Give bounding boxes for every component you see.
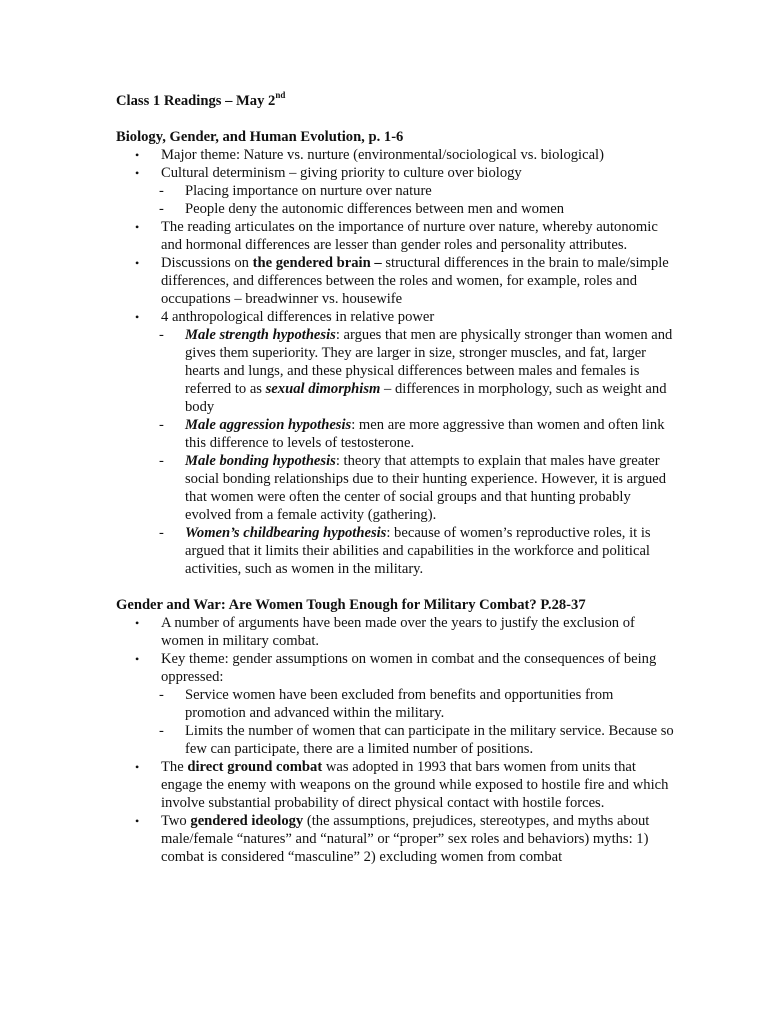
sub-list	[161, 686, 676, 758]
sub-list-item	[116, 200, 676, 218]
list-item	[116, 812, 676, 866]
dash-icon: -	[159, 687, 164, 703]
sub-list-item	[116, 326, 676, 416]
list-item-text-pre: Two	[161, 813, 191, 829]
sub-list-item	[116, 452, 676, 524]
list-item	[116, 650, 676, 758]
bold-term-gendered-ideology: gendered ideology	[190, 813, 304, 829]
sub-item-text: – differences in morphology, such as weight and body	[185, 381, 667, 415]
list-item	[116, 254, 676, 308]
bullet-list-gender-war	[116, 614, 676, 866]
term-womens-childbearing: Women’s childbearing hypothesis	[185, 525, 387, 541]
list-item-text: Cultural determinism – giving priority to culture over biology	[161, 165, 522, 181]
section-heading-gender-war: Gender and War: Are Women Tough Enough for Military Combat? P.28-37	[116, 597, 586, 613]
dash-icon: -	[159, 453, 164, 469]
document-body	[116, 92, 676, 866]
term-sexual-dimorphism: sexual dimorphism	[265, 381, 381, 397]
list-item-text: Key theme: gender assumptions on women in combat and the consequences of being oppressed:	[161, 651, 657, 685]
sub-item-text: : argues that men are physically stronger than women and gives them superiority. They are larger in size, stronger muscles, and fat, larger hearts and lungs, and these physical differences between males and females is referred to as	[185, 327, 673, 397]
sub-list	[161, 182, 676, 218]
bullet-icon: •	[135, 220, 140, 234]
sub-item-text: Service women have been excluded from benefits and opportunities from promotion and advanced within the military.	[185, 687, 614, 721]
sub-item-text: Limits the number of women that can participate in the military service. Because so few can participate, there are a limited number of positions.	[185, 723, 674, 757]
list-item	[116, 146, 676, 164]
term-male-strength: Male strength hypothesis	[185, 327, 336, 343]
list-item-text-post: was adopted in 1993 that bars women from units that engage the enemy with weapons on the ground while exposed to hostile fire and which involve substantial probability of direct physical contact with hostile forces.	[161, 759, 669, 811]
bold-term-direct-ground-combat: direct ground combat	[187, 759, 323, 775]
list-item	[116, 308, 676, 578]
bullet-icon: •	[135, 256, 140, 270]
dash-icon: -	[159, 417, 164, 433]
sub-list-item	[116, 686, 676, 722]
sub-list-item	[116, 524, 676, 578]
sub-item-text: Placing importance on nurture over nature	[185, 183, 432, 199]
sub-list	[161, 326, 676, 578]
list-item-text-pre: Discussions on	[161, 255, 253, 271]
list-item-text: 4 anthropological differences in relative power	[161, 309, 435, 325]
bullet-icon: •	[135, 814, 140, 828]
bullet-icon: •	[135, 760, 140, 774]
sub-list-item	[116, 416, 676, 452]
term-male-bonding: Male bonding hypothesis	[185, 453, 336, 469]
title-superscript: nd	[275, 90, 286, 101]
bold-term-gendered-brain: the gendered brain –	[252, 255, 382, 271]
list-item-text: A number of arguments have been made over the years to justify the exclusion of women in military combat.	[161, 615, 635, 649]
sub-item-text: : because of women’s reproductive roles, it is argued that it limits their abilities and capabilities in the workforce and political activities, such as women in the military.	[185, 525, 651, 577]
dash-icon: -	[159, 183, 164, 199]
list-item	[116, 758, 676, 812]
term-male-aggression: Male aggression hypothesis	[185, 417, 352, 433]
section-heading-biology: Biology, Gender, and Human Evolution, p. 1-6	[116, 129, 404, 145]
dash-icon: -	[159, 327, 164, 343]
list-item	[116, 614, 676, 650]
bullet-icon: •	[135, 148, 140, 162]
list-item-text-post: (the assumptions, prejudices, stereotypes, and myths about male/female “natures” and “natural” or “proper” sex roles and behaviors) myths: 1) combat is considered “masculine” 2) excluding women from combat	[161, 813, 650, 865]
list-item-text-post: structural differences in the brain to male/simple differences, and differences between the roles and women, for example, roles and occupations – breadwinner vs. housewife	[161, 255, 669, 307]
dash-icon: -	[159, 723, 164, 739]
title-text: Class 1 Readings – May 2	[116, 93, 276, 109]
sub-item-text: People deny the autonomic differences between men and women	[185, 201, 565, 217]
bullet-icon: •	[135, 616, 140, 630]
list-item	[116, 218, 676, 254]
sub-list-item	[116, 722, 676, 758]
bullet-list-biology	[116, 146, 676, 578]
dash-icon: -	[159, 525, 164, 541]
bullet-icon: •	[135, 310, 140, 324]
sub-list-item	[116, 182, 676, 200]
bullet-icon: •	[135, 652, 140, 666]
sub-item-text: : theory that attempts to explain that males have greater social bonding relationships due to their hunting experience. However, it is argued that women were often the center of social groups and that hunting probably evolved from a female activity (gathering).	[185, 453, 667, 523]
list-item	[116, 164, 676, 218]
bullet-icon: •	[135, 166, 140, 180]
list-item-text: The reading articulates on the importance of nurture over nature, whereby autonomic and hormonal differences are lesser than gender roles and personality attributes.	[161, 219, 658, 253]
list-item-text: Major theme: Nature vs. nurture (environmental/sociological vs. biological)	[161, 147, 604, 163]
page-title	[116, 92, 676, 110]
sub-item-text: : men are more aggressive than women and often link this difference to levels of testosterone.	[185, 417, 665, 451]
list-item-text-pre: The	[161, 759, 188, 775]
dash-icon: -	[159, 201, 164, 217]
